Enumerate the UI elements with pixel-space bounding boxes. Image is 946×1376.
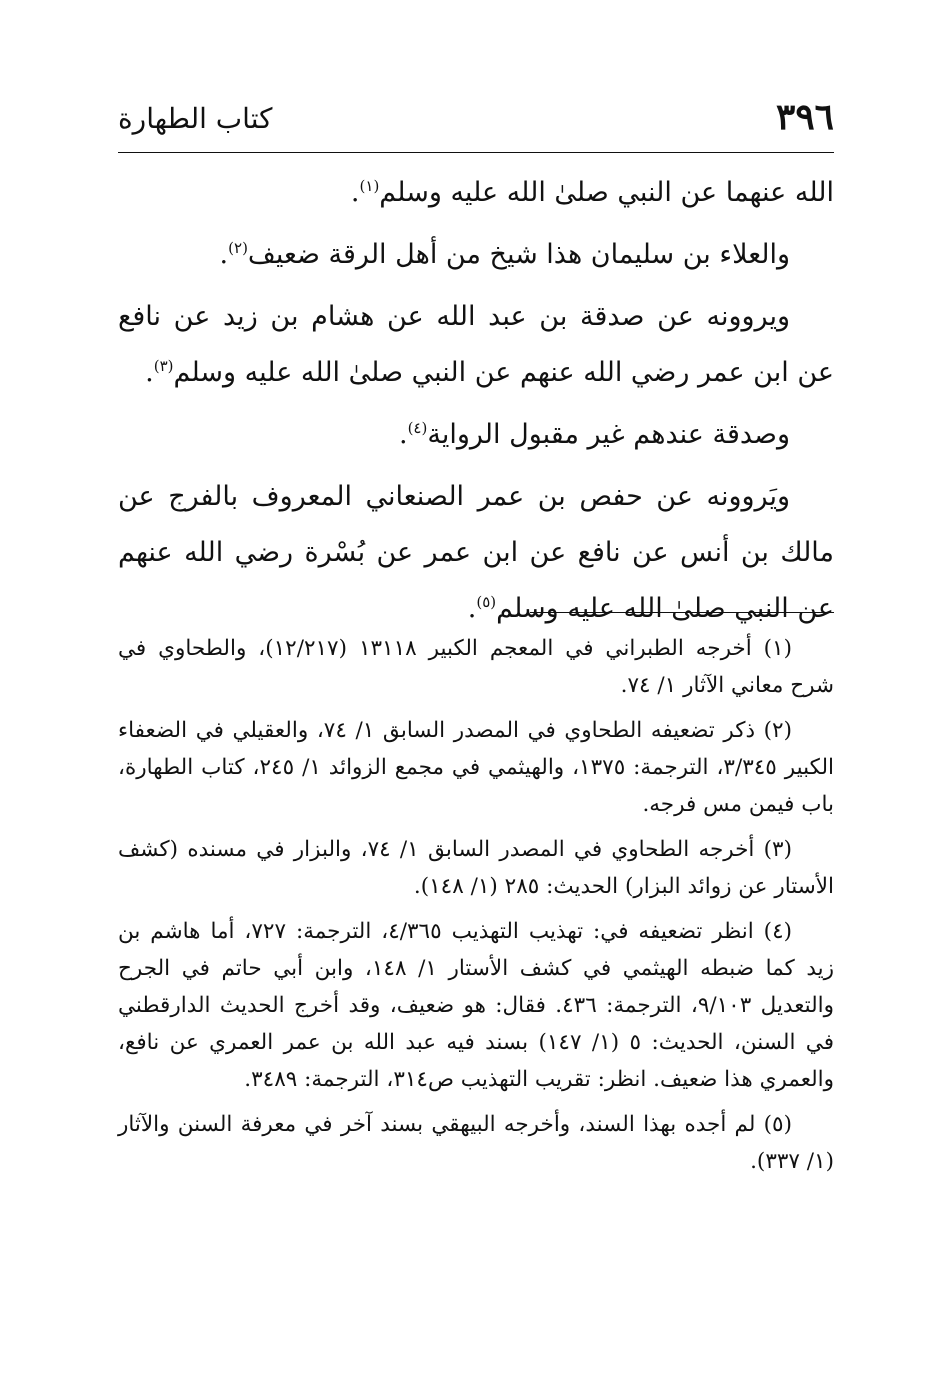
footnote-separator	[530, 612, 834, 613]
footnote-ref-3: (٣)	[153, 357, 174, 375]
period-mark: .	[350, 177, 360, 208]
footnote-ref-5: (٥)	[476, 593, 497, 611]
period-mark: .	[145, 357, 154, 388]
paragraph-text: ويَروونه عن حفص بن عمر الصنعاني المعروف بالفرج عن مالك بن أنس عن نافع عن ابن عمر عن بُسْرة رضي الله عنهم عن النبي صلىٰ الله عليه وسلم	[118, 481, 834, 624]
footnote-4: (٤) انظر تضعيفه في: تهذيب التهذيب ٤/٣٦٥، الترجمة: ٧٢٧، أما هاشم بن زيد كما ضبطه الهيثمي في كشف الأستار ١/ ١٤٨، وابن أبي حاتم في الجرح والتعديل ٩/١٠٣، الترجمة: ٤٣٦. فقال: هو ضعيف، وقد أخرج الحديث الدارقطني في السنن، الحديث: ٥ (١/ ١٤٧) بسند فيه عبد الله بن عمر العمري عن نافع، والعمري هذا ضعيف. انظر: تقريب التهذيب ص٣١٤، الترجمة: ٣٤٨٩.	[118, 919, 835, 1092]
footnote-ref-2: (٢)	[228, 239, 248, 257]
footnote-2: (٢) ذكر تضعيفه الطحاوي في المصدر السابق ١/ ٧٤، والعقيلي في الضعفاء الكبير ٣/٣٤٥، الترجمة: ١٣٧٥، والهيثمي في مجمع الزوائد ١/ ٢٤٥، كتاب الطهارة، باب فيمن مس فرجه.	[118, 718, 834, 817]
page-header	[118, 92, 834, 153]
period-mark: .	[398, 419, 408, 450]
paragraph-4	[118, 407, 834, 463]
footnote-1: (١) أخرجه الطبراني في المعجم الكبير ١٣١١٨ (١٢/٢١٧)، والطحاوي في شرح معاني الآثار ١/ ٧٤.	[118, 636, 834, 698]
paragraph-text: ويروونه عن صدقة بن عبد الله عن هشام بن زيد عن نافع عن ابن عمر رضي الله عنهم عن النبي صلىٰ الله عليه وسلم	[118, 301, 834, 388]
footnotes	[118, 630, 834, 1188]
paragraph-text: الله عنهما عن النبي صلىٰ الله عليه وسلم	[379, 177, 834, 208]
footnote-ref-1: (١)	[359, 177, 380, 195]
period-mark: .	[219, 239, 229, 270]
page-number: ٣٩٦	[775, 96, 834, 138]
footnote-ref-4: (٤)	[407, 419, 428, 437]
paragraph-3	[118, 289, 834, 401]
period-mark: .	[467, 593, 477, 624]
running-title: كتاب الطهارة	[118, 102, 273, 135]
paragraph-1	[118, 165, 834, 221]
paragraph-2	[118, 227, 834, 283]
main-text	[118, 165, 834, 643]
footnote-3: (٣) أخرجه الطحاوي في المصدر السابق ١/ ٧٤، والبزار في مسنده (كشف الأستار عن زوائد البزار) الحديث: ٢٨٥ (١/ ١٤٨).	[118, 837, 834, 899]
paragraph-text: وصدقة عندهم غير مقبول الرواية	[427, 419, 790, 450]
paragraph-text: والعلاء بن سليمان هذا شيخ من أهل الرقة ضعيف	[247, 239, 790, 270]
footnote-5: (٥) لم أجده بهذا السند، وأخرجه البيهقي بسند آخر في معرفة السنن والآثار (١/ ٣٣٧).	[118, 1112, 834, 1174]
